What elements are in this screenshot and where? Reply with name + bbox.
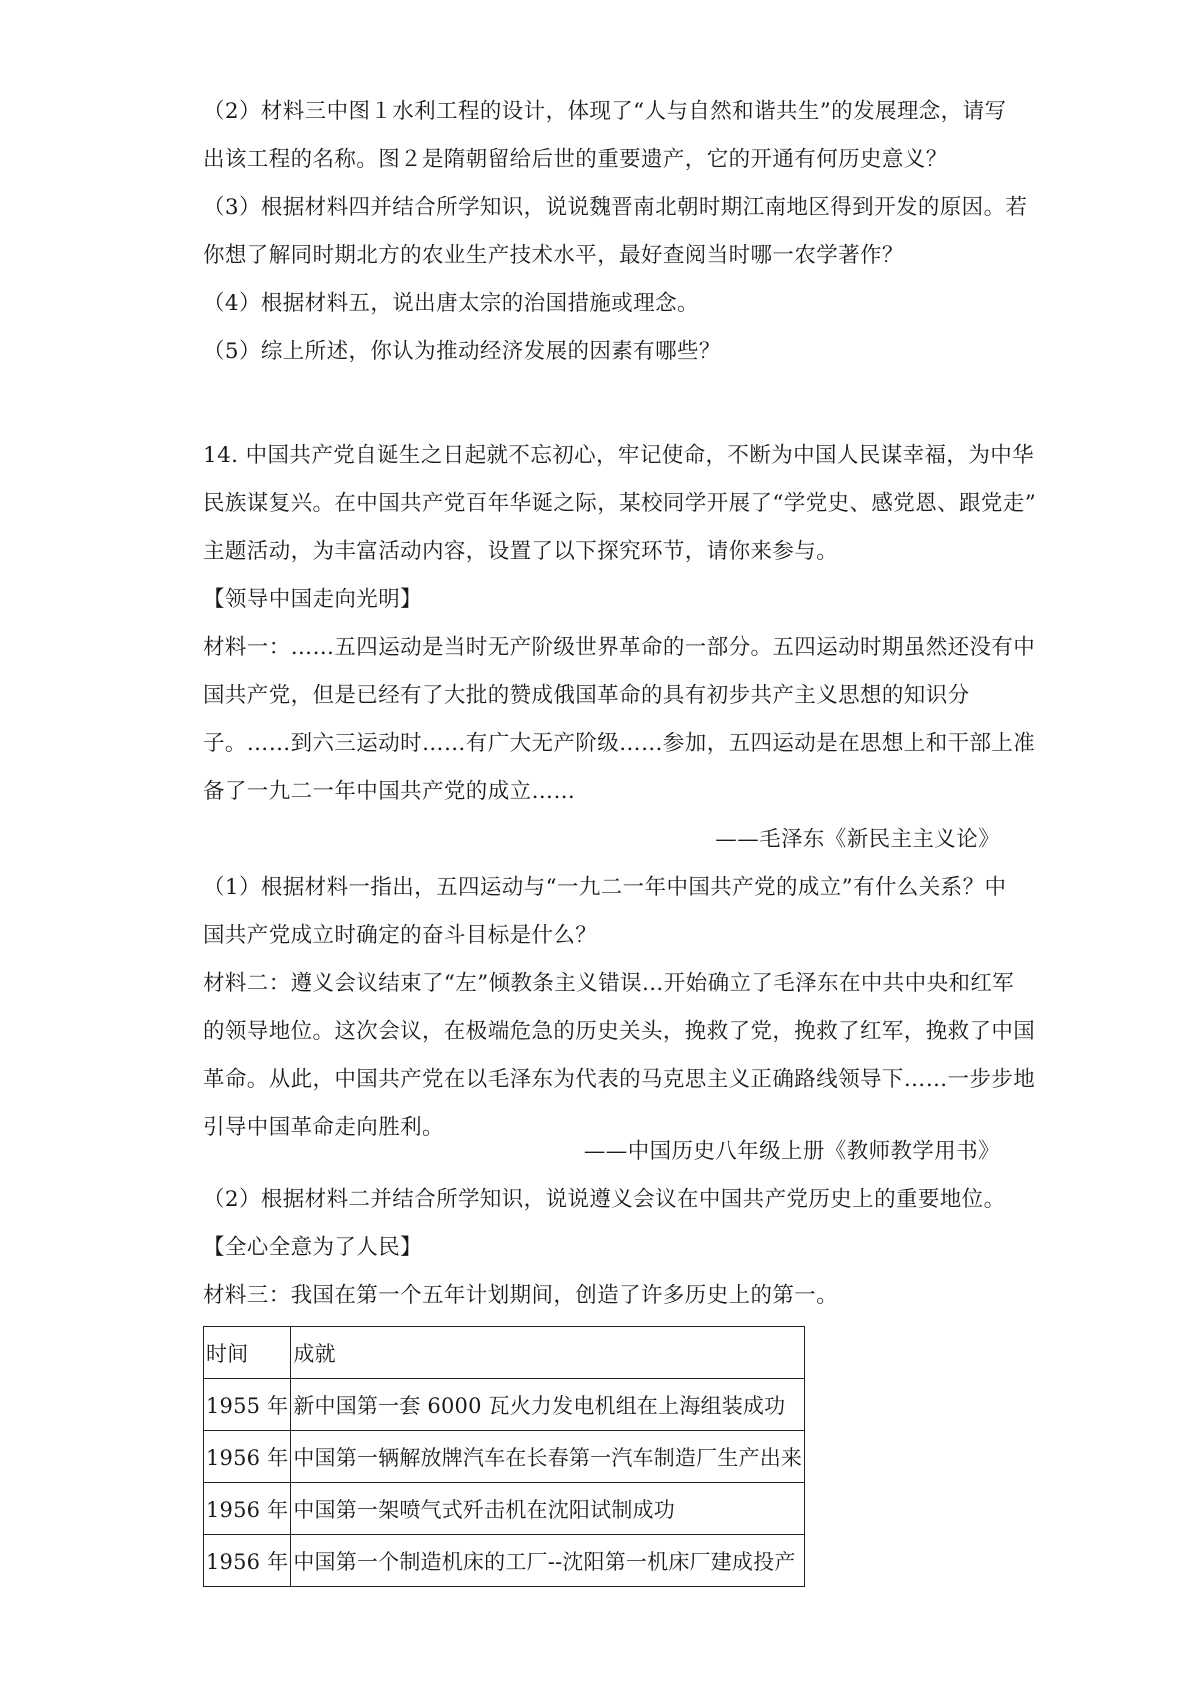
table-header-row <box>204 1327 805 1379</box>
question-1-line-2: 国共产党成立时确定的奋斗目标是什么？ <box>203 923 598 948</box>
material-1-source: ——毛泽东《新民主主义论》 <box>715 827 1000 852</box>
section-title-lead-china: 【领导中国走向光明】 <box>203 587 423 612</box>
material-1-line-1: 材料一：……五四运动是当时无产阶级世界革命的一部分。五四运动时期虽然还没有中 <box>203 635 1036 660</box>
question-1-line-1: （1）根据材料一指出，五四运动与“一九二一年中国共产党的成立”有什么关系？中 <box>203 875 1007 900</box>
q14-intro-line-1: 14. 中国共产党自诞生之日起就不忘初心，牢记使命，不断为中国人民谋幸福，为中华 <box>203 443 1035 468</box>
material-3-intro: 材料三：我国在第一个五年计划期间，创造了许多历史上的第一。 <box>203 1283 839 1308</box>
header-achievement: 成就 <box>291 1327 805 1379</box>
q14-intro-line-3: 主题活动，为丰富活动内容，设置了以下探究环节，请你来参与。 <box>203 539 839 564</box>
section-title-serve-people: 【全心全意为了人民】 <box>203 1235 423 1260</box>
material-2-line-3: 革命。从此，中国共产党在以毛泽东为代表的马克思主义正确路线领导下……一步步地 <box>203 1067 1036 1092</box>
question-2-line-2: 出该工程的名称。图２是隋朝留给后世的重要遗产，它的开通有何历史意义？ <box>203 147 948 172</box>
material-2-line-1: 材料二：遵义会议结束了“左”倾教条主义错误…开始确立了毛泽东在中共中央和红军 <box>203 971 1015 996</box>
table-row <box>204 1431 805 1483</box>
cell-time: 1956 年 <box>204 1483 291 1535</box>
question-5: （5）综上所述，你认为推动经济发展的因素有哪些？ <box>203 339 721 364</box>
cell-achievement: 中国第一架喷气式歼击机在沈阳试制成功 <box>291 1483 805 1535</box>
table-row <box>204 1483 805 1535</box>
material-2-line-4: 引导中国革命走向胜利。 <box>203 1115 444 1140</box>
question-2-line-1: （2）材料三中图１水利工程的设计，体现了“人与自然和谐共生”的发展理念，请写 <box>203 99 1007 124</box>
question-3-line-1: （3）根据材料四并结合所学知识，说说魏晋南北朝时期江南地区得到开发的原因。若 <box>203 195 1028 220</box>
table-row <box>204 1535 805 1587</box>
header-time: 时间 <box>204 1327 291 1379</box>
cell-achievement: 中国第一辆解放牌汽车在长春第一汽车制造厂生产出来 <box>291 1431 805 1483</box>
cell-achievement: 新中国第一套 6000 瓦火力发电机组在上海组装成功 <box>291 1379 805 1431</box>
q14-intro-line-2: 民族谋复兴。在中国共产党百年华诞之际，某校同学开展了“学党史、感党恩、跟党走” <box>203 491 1037 516</box>
question-4: （4）根据材料五，说出唐太宗的治国措施或理念。 <box>203 291 699 316</box>
achievements-table <box>203 1326 805 1587</box>
cell-time: 1956 年 <box>204 1431 291 1483</box>
material-2-source: ——中国历史八年级上册《教师教学用书》 <box>583 1139 1000 1164</box>
question-3-line-2: 你想了解同时期北方的农业生产技术水平，最好查阅当时哪一农学著作？ <box>203 243 904 268</box>
cell-time: 1955 年 <box>204 1379 291 1431</box>
material-1-line-3: 子。……到六三运动时……有广大无产阶级……参加，五四运动是在思想上和干部上准 <box>203 731 1036 756</box>
cell-time: 1956 年 <box>204 1535 291 1587</box>
material-1-line-4: 备了一九二一年中国共产党的成立…… <box>203 779 576 804</box>
question-2: （2）根据材料二并结合所学知识，说说遵义会议在中国共产党历史上的重要地位。 <box>203 1187 1006 1212</box>
material-2-line-2: 的领导地位。这次会议，在极端危急的历史关头，挽救了党，挽救了红军，挽救了中国 <box>203 1019 1036 1044</box>
material-1-line-2: 国共产党，但是已经有了大批的赞成俄国革命的具有初步共产主义思想的知识分 <box>203 683 970 708</box>
table-row <box>204 1379 805 1431</box>
cell-achievement: 中国第一个制造机床的工厂--沈阳第一机床厂建成投产 <box>291 1535 805 1587</box>
